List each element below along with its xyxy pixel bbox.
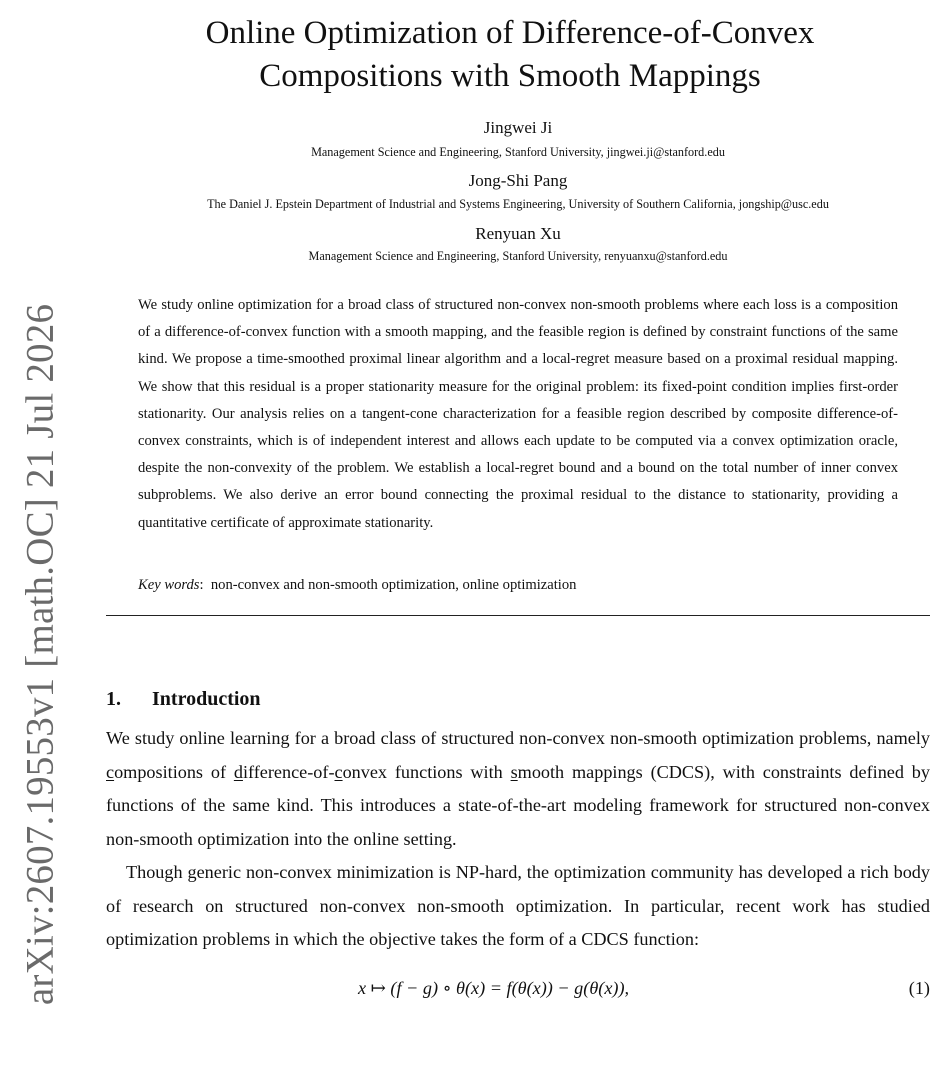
title-line-1: Online Optimization of Difference-of-Convex xyxy=(205,15,815,51)
equation-1 xyxy=(106,978,930,1008)
author-affiliation-3: Management Science and Engineering, Stanford University, renyuanxu@stanford.edu xyxy=(308,249,728,263)
section-number: 1. xyxy=(106,688,121,710)
author-affiliation-2: The Daniel J. Epstein Department of Industrial and Systems Engineering, University of Southern California, jongship@usc.edu xyxy=(207,197,829,211)
section-heading xyxy=(106,688,261,711)
keywords-text: non-convex and non-smooth optimization, online optimization xyxy=(210,577,577,593)
author-name-1: Jingwei Ji xyxy=(483,118,553,137)
intro-paragraph-1: We study online learning for a broad class of structured non-convex non-smooth optimization problems, namely compositions of difference-of-convex functions with smooth mappings (CDCS), with constraints defined by functions of the same kind. This introduces a state-of-the-art modeling framework for structured non-convex non-smooth optimization into the online setting. xyxy=(106,728,930,849)
author-name-3: Renyuan Xu xyxy=(475,224,561,243)
paper-title xyxy=(130,12,890,98)
abstract: We study online optimization for a broad class of structured non-convex non-smooth problems where each loss is a composition of a difference-of-convex function with a smooth mapping, and the feasible region is defined by constraint functions of the same kind. We propose a time-smoothed proximal linear algorithm and a local-regret measure based on a proximal residual mapping. We show that this residual is a proper stationarity measure for the original problem: its fixed-point condition implies first-order stationarity. Our analysis relies on a tangent-cone characterization for a feasible region described by composite difference-of-convex constraints, which is of independent interest and allows each update to be computed via a convex optimization oracle, despite the non-convexity of the problem. We establish a local-regret bound and a bound on the total number of inner convex subproblems. We also derive an error bound connecting the proximal residual to the distance to stationarity, providing a quantitative certificate of approximate stationarity. xyxy=(138,297,898,531)
section-title: Introduction xyxy=(152,688,261,710)
keywords-label: Key words xyxy=(138,577,200,593)
arxiv-identifier: arXiv:2607.19553v1 [math.OC] 21 Jul 2026 xyxy=(18,303,62,1006)
keywords: Key words: non-convex and non-smooth optimization, online optimization xyxy=(138,577,577,593)
author-affiliation-1: Management Science and Engineering, Stanford University, jingwei.ji@stanford.edu xyxy=(311,145,725,159)
author-name-2: Jong-Shi Pang xyxy=(468,171,568,190)
equation-expression: x ↦ (f − g) ∘ θ(x) = f(θ(x)) − g(θ(x)), xyxy=(358,978,630,998)
abstract-divider xyxy=(106,615,930,616)
intro-paragraph-2: Though generic non-convex minimization is NP-hard, the optimization community has developed a rich body of research on structured non-convex non-smooth optimization. In particular, recent work has studied optimization problems in which the objective takes the form of a CDCS function: xyxy=(106,862,930,950)
equation-number: (1) xyxy=(908,978,930,998)
title-line-2: Compositions with Smooth Mappings xyxy=(259,58,761,94)
